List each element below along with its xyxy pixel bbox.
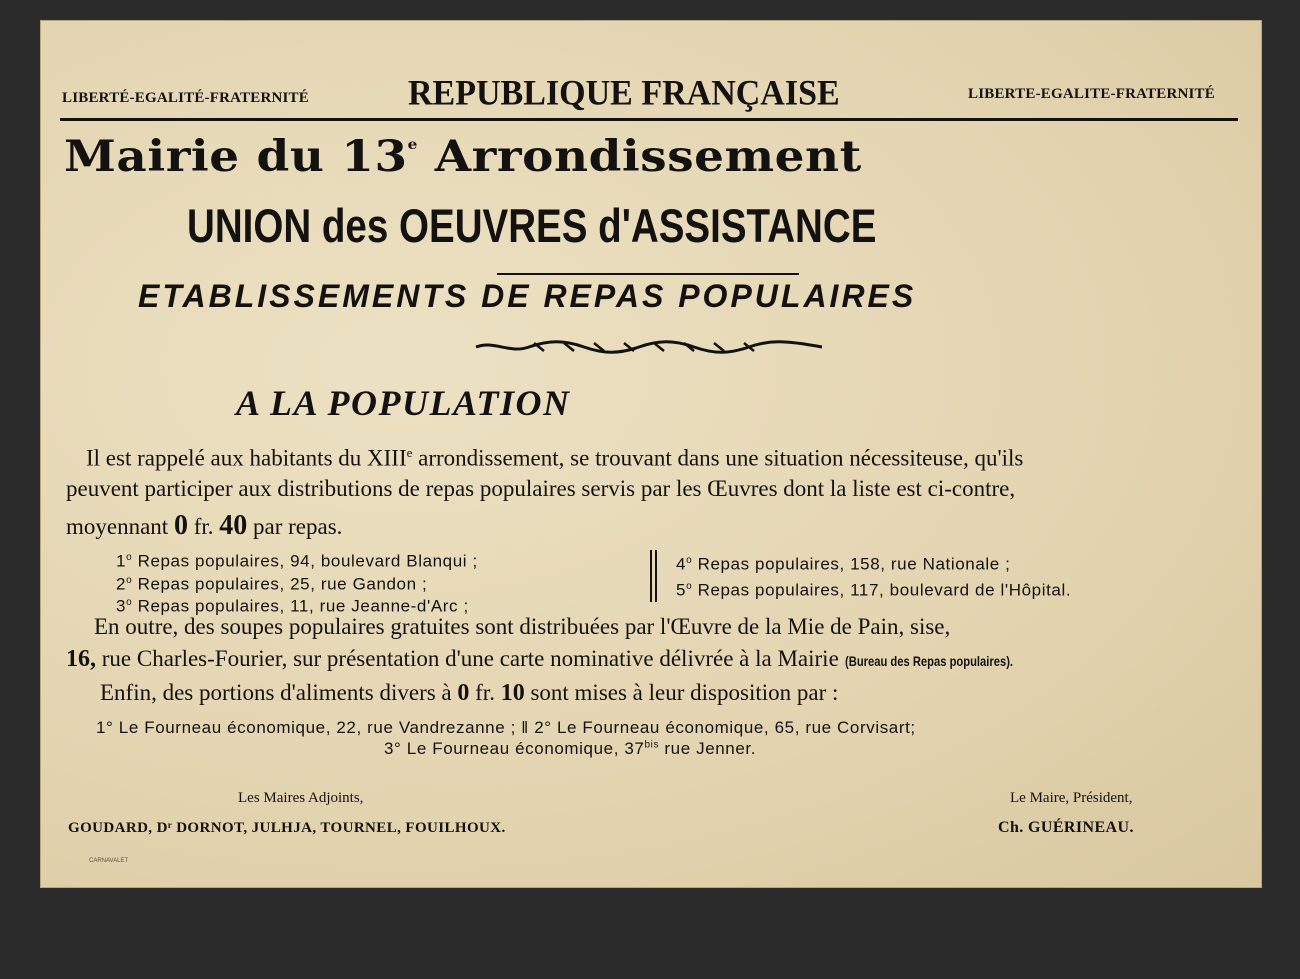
footer-mark: CARNAVALET xyxy=(89,858,129,864)
fourneaux-text-a: 3° Le Fourneau économique, 37 xyxy=(384,739,645,758)
p3-price-francs: 0 xyxy=(457,680,470,706)
p2-text: rue Charles-Fourier, sur présentation d'une carte nominative délivrée à la Mairie xyxy=(96,646,845,671)
p1-fr: fr. xyxy=(193,514,214,539)
mairie-title-text-2: Arrondissement xyxy=(417,132,862,182)
p2-bureau: (Bureau des Repas populaires). xyxy=(844,653,1013,669)
list-degree: o xyxy=(126,597,133,609)
list-degree: o xyxy=(686,580,693,592)
restaurant-list-right xyxy=(676,550,1071,601)
list-degree: o xyxy=(686,555,693,566)
p2-number: 16, xyxy=(66,646,96,672)
list-number: 3 xyxy=(116,596,127,616)
list-degree: o xyxy=(126,552,133,563)
section-heading: A LA POPULATION xyxy=(236,383,571,423)
etablissements-title: ETABLISSEMENTS DE REPAS POPULAIRES xyxy=(138,278,917,314)
mairie-title xyxy=(64,132,862,182)
list-item xyxy=(116,593,478,616)
adjoints-names: GOUDARD, Dʳ DORNOT, JULHJA, TOURNEL, FOUILHOUX. xyxy=(68,820,506,836)
paragraph2-line2 xyxy=(66,646,1055,673)
p3-fr: fr. xyxy=(475,680,495,705)
paragraph3 xyxy=(100,680,838,707)
fourneaux-sup: bis xyxy=(644,739,660,751)
list-text: Repas populaires, 25, rue Gandon ; xyxy=(137,574,428,594)
list-text: Repas populaires, 11, rue Jeanne-d'Arc ; xyxy=(137,596,469,616)
list-item xyxy=(116,548,478,571)
p3-text-c: sont mises à leur disposition par : xyxy=(530,680,839,705)
mairie-title-text: Mairie du 13 xyxy=(64,132,408,182)
list-text: Repas populaires, 94, boulevard Blanqui ; xyxy=(137,551,478,571)
motto-right: LIBERTE-EGALITE-FRATERNITÉ xyxy=(968,86,1215,102)
union-underline xyxy=(497,273,799,275)
list-number: 1 xyxy=(116,551,127,571)
poster-sheet xyxy=(40,20,1262,888)
p3-text-a: Enfin, des portions d'aliments divers à xyxy=(100,680,452,705)
list-degree: o xyxy=(126,574,133,586)
paragraph1-line1 xyxy=(86,445,1023,472)
paragraph1-line2: peuvent participer aux distributions de repas populaires servis par les Œuvres dont la liste est ci-contre, xyxy=(66,476,1016,501)
paragraph1-line3 xyxy=(66,510,342,542)
p1-price-francs: 0 xyxy=(173,510,188,541)
fourneaux-line2 xyxy=(384,739,756,759)
p1-text-b: arrondissement, se trouvant dans une situation nécessiteuse, qu'ils xyxy=(412,445,1024,471)
p1-par-repas: par repas. xyxy=(253,514,343,539)
list-text: Repas populaires, 117, boulevard de l'Hôpital. xyxy=(697,580,1072,600)
list-item xyxy=(116,571,478,594)
maire-title: Le Maire, Président, xyxy=(1010,790,1133,806)
paragraph2-line1: En outre, des soupes populaires gratuites sont distribuées par l'Œuvre de la Mie de Pain, sise, xyxy=(94,614,951,639)
p1-text-a: Il est rappelé aux habitants du XIII xyxy=(86,445,407,471)
p1-moyennant: moyennant xyxy=(66,514,169,539)
list-divider-2 xyxy=(655,550,657,602)
list-item xyxy=(676,550,1071,576)
motto-left: LIBERTÉ-EGALITÉ-FRATERNITÉ xyxy=(62,90,309,106)
list-divider xyxy=(650,550,652,602)
list-number: 2 xyxy=(116,574,127,594)
ornament-divider xyxy=(474,336,824,358)
list-text: Repas populaires, 158, rue Nationale ; xyxy=(697,554,1011,574)
fourneaux-line1: 1° Le Fourneau économique, 22, rue Vandrezanne ; ‖ 2° Le Fourneau économique, 65, rue Corvisart; xyxy=(96,718,916,737)
header-rule xyxy=(60,118,1238,121)
restaurant-list-left xyxy=(116,548,478,616)
mairie-title-sup: e xyxy=(407,137,418,153)
adjoints-title: Les Maires Adjoints, xyxy=(238,790,364,806)
fourneaux-text-b: rue Jenner. xyxy=(659,739,757,758)
p1-sup: e xyxy=(406,445,413,460)
list-number: 4 xyxy=(676,554,687,574)
p3-price-centimes: 10 xyxy=(500,680,525,706)
republic-title: REPUBLIQUE FRANÇAISE xyxy=(408,74,840,113)
list-number: 5 xyxy=(676,580,687,600)
list-item xyxy=(676,576,1071,602)
union-title: UNION des OEUVRES d'ASSISTANCE xyxy=(187,199,877,252)
maire-name: Ch. GUÉRINEAU. xyxy=(998,819,1134,836)
p1-price-centimes: 40 xyxy=(219,510,248,541)
